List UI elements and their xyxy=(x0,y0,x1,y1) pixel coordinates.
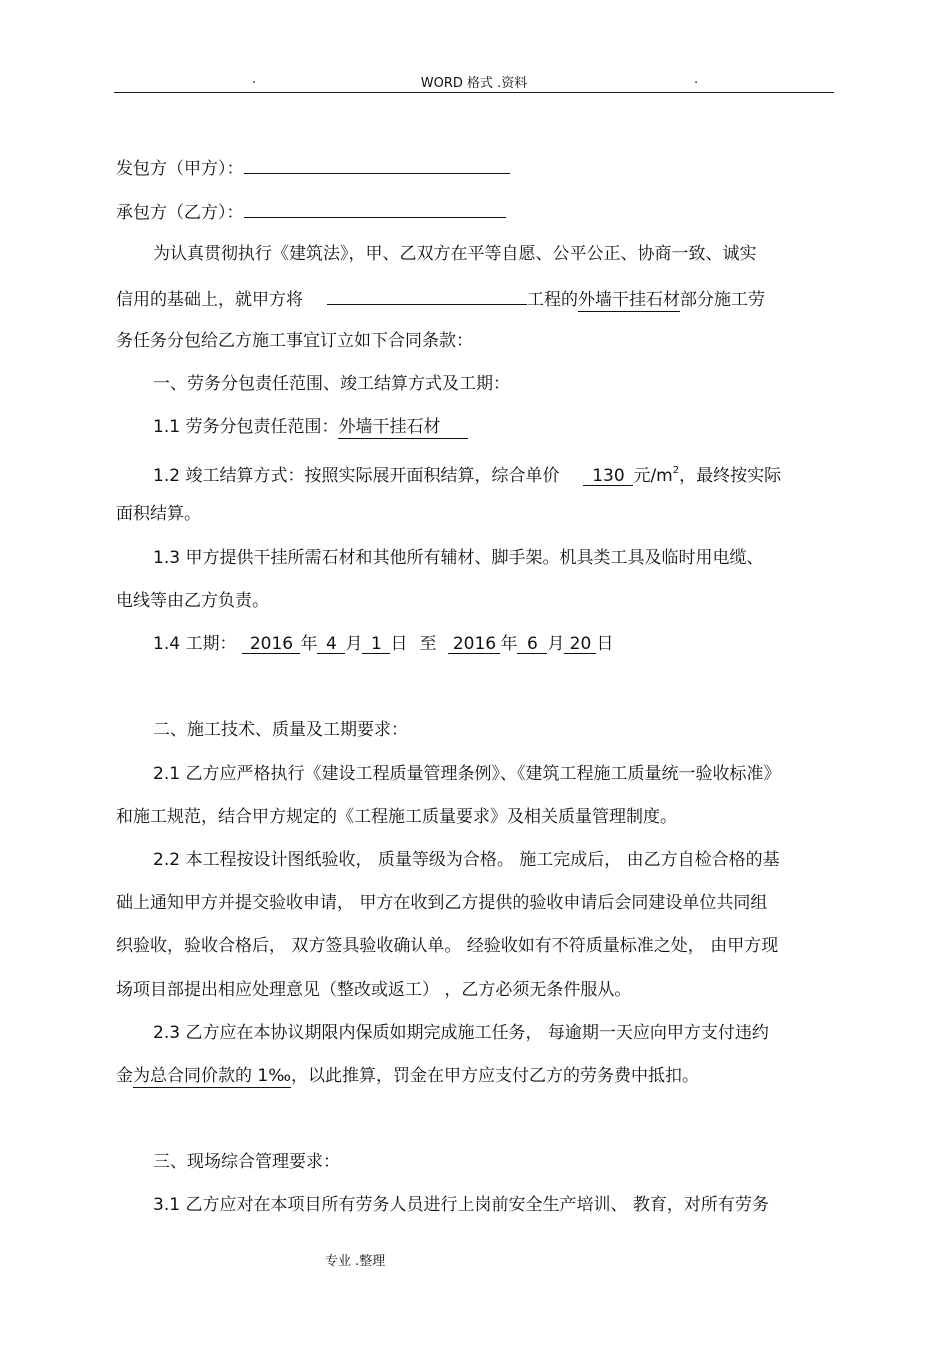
clause-2-1-line-2: 和施工规范，结合甲方规定的《工程施工质量要求》及相关质量管理制度。 xyxy=(116,807,677,827)
clause-1-3-line-1: 1.3 甲方提供干挂所需石材和其他所有辅材、脚手架。机具类工具及临时用电缆、 xyxy=(153,548,764,568)
section-2-heading: 二、施工技术、质量及工期要求： xyxy=(153,720,408,740)
end-day: 20 xyxy=(564,633,596,654)
penalty-rate: 为总合同价款的 1‰ xyxy=(133,1066,292,1086)
clause-1-4 xyxy=(153,632,613,656)
project-name-blank[interactable] xyxy=(327,286,527,305)
clause-2-3-line-2-c: ，以此推算，罚金在甲方应支付乙方的劳务费中抵扣。 xyxy=(291,1066,700,1086)
section-1-heading: 一、劳务分包责任范围、竣工结算方式及工期： xyxy=(153,374,510,394)
clause-2-2-line-3: 织验收，验收合格后， 双方签具验收确认单。 经验收如有不符质量标准之处， 由甲方现 xyxy=(116,936,779,956)
intro-scope: 外墙干挂石材 xyxy=(578,290,680,310)
start-year: 2016 xyxy=(242,633,300,654)
clause-1-2-label: 1.2 竣工结算方式：按照实际展开面积结算，综合单价 xyxy=(153,466,560,486)
day-char: 日 xyxy=(390,634,408,654)
clause-1-3-line-2: 电线等由乙方负责。 xyxy=(116,591,269,611)
header-dot-left: . xyxy=(252,72,257,87)
subcontractor-blank[interactable] xyxy=(244,199,506,218)
clause-2-3-line-2 xyxy=(116,1064,699,1088)
subcontractor-line xyxy=(116,199,506,223)
unit-price-value: 130 xyxy=(583,465,633,486)
intro-line-2-mid: 工程的 xyxy=(527,290,578,310)
section-3-heading: 三、现场综合管理要求： xyxy=(153,1152,340,1172)
clause-2-2-line-1: 2.2 本工程按设计图纸验收， 质量等级为合格。 施工完成后， 由乙方自检合格的基 xyxy=(153,850,780,870)
month-char: 月 xyxy=(345,634,363,654)
start-month: 4 xyxy=(317,633,345,654)
clause-2-3-line-2-a: 金 xyxy=(116,1066,133,1086)
clause-1-2-suffix: ，最终按实际 xyxy=(679,466,782,486)
end-year: 2016 xyxy=(448,633,500,654)
day-char: 日 xyxy=(596,634,614,654)
clause-3-1-line-1: 3.1 乙方应对在本项目所有劳务人员进行上岗前安全生产培训、 教育，对所有劳务 xyxy=(153,1195,769,1215)
intro-line-3: 务任务分包给乙方施工事宜订立如下合同条款： xyxy=(116,331,473,351)
header-dot-right: . xyxy=(694,72,699,87)
unit-price-unit: 元/m xyxy=(633,466,673,486)
intro-line-2-suffix: 部分施工劳 xyxy=(680,290,765,310)
month-char: 月 xyxy=(547,634,565,654)
clause-2-2-line-2: 础上通知甲方并提交验收申请， 甲方在收到乙方提供的验收申请后会同建设单位共同组 xyxy=(116,893,768,913)
clause-1-1 xyxy=(153,415,468,439)
end-month: 6 xyxy=(517,633,547,654)
contractor-line xyxy=(116,155,510,179)
page-header xyxy=(114,68,834,93)
year-char: 年 xyxy=(500,634,518,654)
intro-line-1: 为认真贯彻执行《建筑法》，甲、乙双方在平等自愿、公平公正、协商一致、诚实 xyxy=(153,244,757,264)
clause-2-2-line-4: 场项目部提出相应处理意见（整改或返工） ，乙方必须无条件服从。 xyxy=(116,980,632,1000)
to-char: 至 xyxy=(419,634,437,654)
clause-1-1-label: 1.1 劳务分包责任范围： xyxy=(153,417,339,437)
subcontractor-label: 承包方（乙方）： xyxy=(116,203,244,223)
clause-1-1-value: 外墙干挂石材 xyxy=(338,417,468,439)
start-day: 1 xyxy=(362,633,390,654)
year-char: 年 xyxy=(300,634,318,654)
clause-1-4-label: 1.4 工期： xyxy=(153,634,237,654)
contractor-label: 发包方（甲方）： xyxy=(116,159,244,179)
clause-2-1-line-1: 2.1 乙方应严格执行《建设工程质量管理条例》、《建筑工程施工质量统一验收标准》 xyxy=(153,764,781,784)
clause-1-2-line-2: 面积结算。 xyxy=(116,504,201,524)
header-title: WORD 格式 .资料 xyxy=(420,76,528,91)
unit-exponent: 2 xyxy=(672,465,680,476)
page-footer: 专业 .整理 xyxy=(325,1254,386,1269)
clause-2-3-line-1: 2.3 乙方应在本协议期限内保质如期完成施工任务， 每逾期一天应向甲方支付违约 xyxy=(153,1023,769,1043)
intro-line-2-prefix: 信用的基础上，就甲方将 xyxy=(116,290,303,310)
clause-1-2 xyxy=(153,459,782,486)
intro-line-2 xyxy=(116,286,765,310)
contractor-blank[interactable] xyxy=(244,155,510,174)
